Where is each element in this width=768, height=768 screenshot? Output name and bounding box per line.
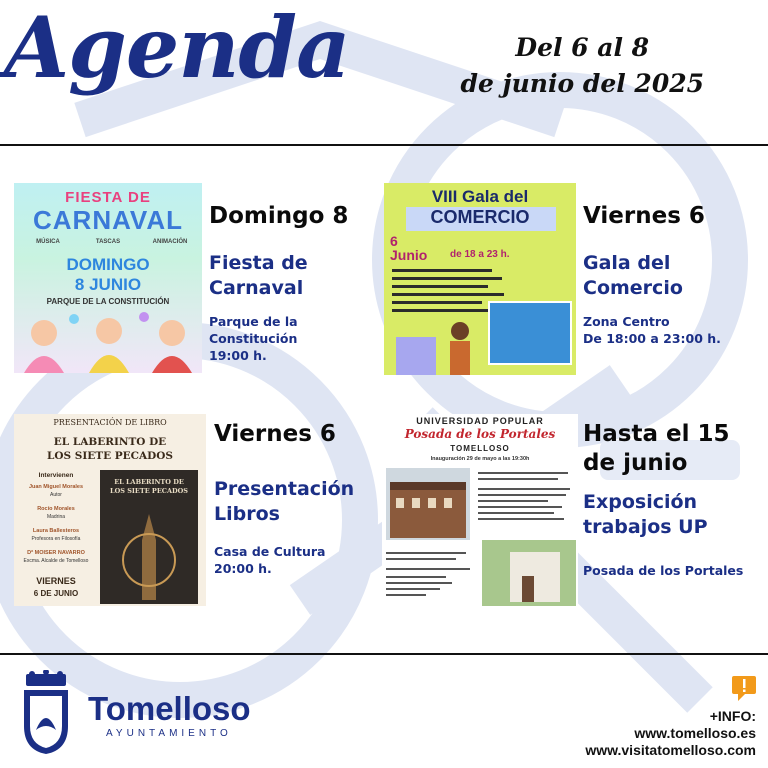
event-name-line-1: Fiesta de	[209, 251, 308, 274]
event-poster-universidad-popular[interactable]	[382, 414, 578, 606]
poster-title-2: LOS SIETE PECADOS	[47, 450, 173, 462]
poster-tag: TASCAS	[95, 239, 121, 245]
poster-date-1: VIERNES	[36, 576, 76, 586]
speaker-role: Profesora en Filosofía	[31, 536, 81, 542]
info-text-block	[478, 468, 574, 528]
event-place: Casa de Cultura	[214, 544, 326, 560]
website-link-1[interactable]: www.tomelloso.es	[634, 724, 756, 741]
poster-month: Junio	[390, 247, 428, 263]
building-photo-1	[386, 468, 470, 540]
poster-place: PARQUE DE LA CONSTITUCIÓN	[46, 297, 170, 306]
poster-tag: ANIMACIÓN	[152, 239, 188, 245]
date-line-2: de junio del 2025	[460, 69, 704, 99]
event-day-line-2: de junio	[583, 449, 688, 476]
cover-art	[110, 510, 188, 600]
event-day: Viernes 6	[583, 203, 705, 229]
event-info-libro	[214, 420, 384, 578]
info-chat-icon	[731, 674, 757, 702]
poster-title-1: VIII Gala del	[431, 187, 529, 206]
info-label: +INFO:	[709, 708, 756, 724]
speaker-name: Rocío Morales	[37, 506, 75, 512]
event-name-line-2: Comercio	[583, 277, 683, 300]
poster-title-1: EL LABERINTO DE	[53, 436, 167, 448]
brand-subtitle: AYUNTAMIENTO	[106, 728, 232, 739]
event-info-carnaval	[209, 202, 379, 365]
event-name-line-1: Exposición	[583, 490, 698, 513]
event-name-line-1: Presentación	[214, 477, 355, 500]
event-poster-libro[interactable]	[14, 414, 206, 606]
speaker-role: Autor	[50, 492, 62, 498]
event-name-line-2: trabajos UP	[583, 516, 708, 539]
poster-date-2: 8 JUNIO	[74, 275, 142, 294]
event-day: Viernes 6	[214, 421, 336, 447]
website-link-2[interactable]: www.visitatomelloso.com	[585, 741, 756, 758]
poster-voucher	[488, 301, 572, 365]
info-block	[585, 708, 756, 758]
shopper-illustration	[394, 317, 484, 375]
event-time: 20:00 h.	[214, 560, 272, 576]
building-photo-2	[482, 540, 576, 606]
poster-day-number: 6	[390, 233, 398, 249]
event-time: De 18:00 a 23:00 h.	[583, 330, 721, 346]
poster-speakers-label: Intervienen	[38, 472, 74, 479]
event-place: Posada de los Portales	[583, 562, 744, 578]
city-coat-of-arms-icon	[20, 670, 72, 756]
event-name-line-2: Libros	[214, 503, 280, 526]
speaker-name: Laura Ballesteros	[32, 528, 80, 534]
cover-title-2: LOS SIETE PECADOS	[110, 487, 188, 495]
date-line-1: Del 6 al 8	[515, 33, 650, 62]
event-name-line-2: Carnaval	[209, 277, 304, 300]
event-place: Parque de la Constitución	[209, 314, 298, 346]
event-day-line-1: Hasta el 15	[583, 421, 730, 447]
event-place: Zona Centro	[583, 314, 670, 330]
poster-title-2: COMERCIO	[430, 207, 530, 227]
event-poster-gala-comercio[interactable]	[384, 183, 576, 375]
poster-date-2: 6 DE JUNIO	[33, 589, 79, 598]
poster-header: PRESENTACIÓN DE LIBRO	[53, 418, 167, 427]
poster-hours: de 18 a 23 h.	[450, 249, 510, 260]
speaker-role: Excma. Alcalde de Tomelloso	[23, 558, 89, 564]
speaker-role: Madrina	[46, 514, 66, 520]
poster-title-2: CARNAVAL	[32, 205, 184, 235]
exhibition-list	[386, 548, 476, 602]
poster-title-3: TOMELLOSO	[450, 444, 510, 453]
event-time: 19:00 h.	[209, 347, 267, 363]
header-divider	[0, 144, 768, 146]
book-cover	[100, 470, 198, 604]
footer-divider	[0, 653, 768, 655]
speaker-name: Juan Miguel Morales	[28, 484, 84, 490]
poster-title-1: UNIVERSIDAD POPULAR	[416, 416, 544, 426]
event-day: Domingo 8	[209, 203, 349, 229]
poster-tag: MÚSICA	[36, 239, 60, 245]
poster-title-1: FIESTA DE	[65, 189, 151, 206]
event-name-line-1: Gala del	[583, 251, 671, 274]
poster-date-1: DOMINGO	[66, 255, 150, 274]
poster-inauguration: Inauguración 29 de mayo a las 19:30h	[430, 456, 530, 462]
cover-title-1: EL LABERINTO DE	[114, 478, 184, 486]
date-range	[460, 30, 704, 103]
page-title: Agenda	[4, 0, 350, 97]
brand-name: Tomelloso	[88, 690, 251, 727]
poster-title-2: Posada de los Portales	[404, 427, 556, 441]
kids-illustration	[14, 309, 202, 373]
event-poster-carnaval[interactable]	[14, 183, 202, 373]
speaker-name: Dª MOISER NAVARRO	[27, 550, 85, 556]
event-info-gala-comercio	[583, 202, 763, 348]
event-info-exposicion	[583, 420, 763, 580]
